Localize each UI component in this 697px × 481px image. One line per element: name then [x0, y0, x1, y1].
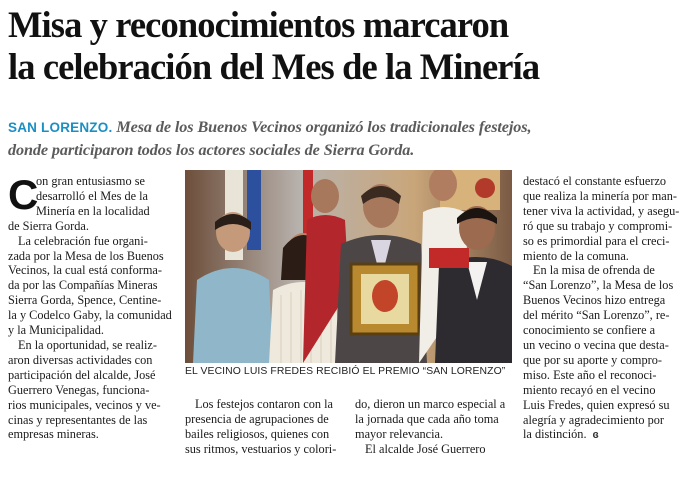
col3-line: mayor relevancia.	[355, 426, 444, 441]
col1-line: En la oportunidad, se realiz-	[18, 337, 157, 352]
lead-line-1	[8, 116, 693, 139]
article-column-1	[8, 171, 172, 442]
col4-line: En la misa de ofrenda de	[533, 263, 655, 278]
col2-line: bailes religiosos, quienes con	[185, 426, 330, 441]
col1-line: Vecinos, la cual está conforma-	[8, 263, 162, 278]
col1-line: cinas y representantes de las	[8, 412, 148, 427]
col1-line: Sierra Gorda, Spence, Centine-	[8, 293, 162, 308]
col4-line: tener viva la actividad, y asegu-	[523, 203, 680, 218]
article-column-3	[355, 397, 512, 457]
col1-line: zada por la Mesa de los Buenos	[8, 248, 164, 263]
col2-line: Los festejos contaron con la	[195, 397, 333, 411]
col4-last-line	[523, 427, 691, 443]
col1-line: aron diversas actividades con	[8, 352, 153, 367]
col1-line: Minería en la localidad	[36, 203, 150, 218]
col4-line: Luis Fredes, quien expresó su	[523, 397, 670, 412]
headline-line-2: la celebración del Mes de la Minería	[8, 46, 540, 87]
col4-line: so es primordial para el creci-	[523, 233, 670, 248]
col1-line: participación del alcalde, José	[8, 367, 156, 382]
col4-line: Buenos Vecinos hizo entrega	[523, 293, 666, 308]
col2-line: presencia de agrupaciones de	[185, 411, 329, 426]
col4-line: que por su aporte y compro-	[523, 352, 662, 367]
col4-line: la distinción.	[523, 427, 587, 442]
col1-line: da por las Compañías Mineras	[8, 278, 158, 293]
photo-illustration	[185, 170, 512, 363]
lead-paragraph	[8, 116, 693, 161]
location-tag: SAN LORENZO.	[8, 120, 113, 135]
col4-line: alegría y agradecimiento por	[523, 412, 665, 427]
col4-line: miento recayó en el vecino	[523, 382, 656, 397]
col2-line: sus ritmos, vestuarios y colori-	[185, 441, 337, 456]
col4-line: conocimiento se confiere a	[523, 323, 656, 338]
col1-line: Guerrero Venegas, funciona-	[8, 382, 150, 397]
col1-line: y la Municipalidad.	[8, 323, 104, 338]
col4-line: “San Lorenzo”, la Mesa de los	[523, 278, 674, 293]
col1-line: de Sierra Gorda.	[8, 218, 89, 233]
headline-line-1: Misa y reconocimientos marcaron	[8, 4, 509, 45]
article-photo	[185, 170, 512, 363]
lead-text-1: Mesa de los Buenos Vecinos organizó los tradicionales festejos,	[116, 118, 532, 136]
col3-line: la jornada que cada año toma	[355, 411, 499, 426]
lead-text-2: donde participaron todos los actores sociales de Sierra Gorda.	[8, 141, 415, 159]
col4-line: miento de la comuna.	[523, 248, 629, 263]
drop-cap: C	[8, 171, 39, 218]
col4-line: un vecino o vecina que desta-	[523, 337, 669, 352]
col4-line: miso. Este año el reconoci-	[523, 367, 657, 382]
photo-caption: EL VECINO LUIS FREDES RECIBIÓ EL PREMIO “SAN LORENZO”	[185, 366, 506, 377]
headline	[8, 4, 693, 88]
col1-line: desarrolló el Mes de la	[36, 188, 148, 203]
article-column-4	[523, 174, 691, 443]
end-mark-icon: ɞ	[592, 429, 599, 442]
article-column-2	[185, 397, 340, 457]
col4-line: destacó el constante esfuerzo	[523, 174, 667, 188]
col1-line: rios municipales, vecinos y ve-	[8, 397, 161, 412]
col1-line: on gran entusiasmo se	[36, 174, 145, 188]
col3-line: El alcalde José Guerrero	[365, 441, 486, 456]
col3-line: do, dieron un marco especial a	[355, 397, 506, 411]
col4-line: del mérito “San Lorenzo”, re-	[523, 308, 670, 323]
col4-line: que realiza la minería por man-	[523, 188, 677, 203]
col1-line: empresas mineras.	[8, 427, 99, 442]
col1-line: la y Codelco Gaby, la comunidad	[8, 308, 172, 323]
col4-line: ró que su trabajo y compromi-	[523, 218, 673, 233]
col1-line: La celebración fue organi-	[18, 233, 148, 248]
